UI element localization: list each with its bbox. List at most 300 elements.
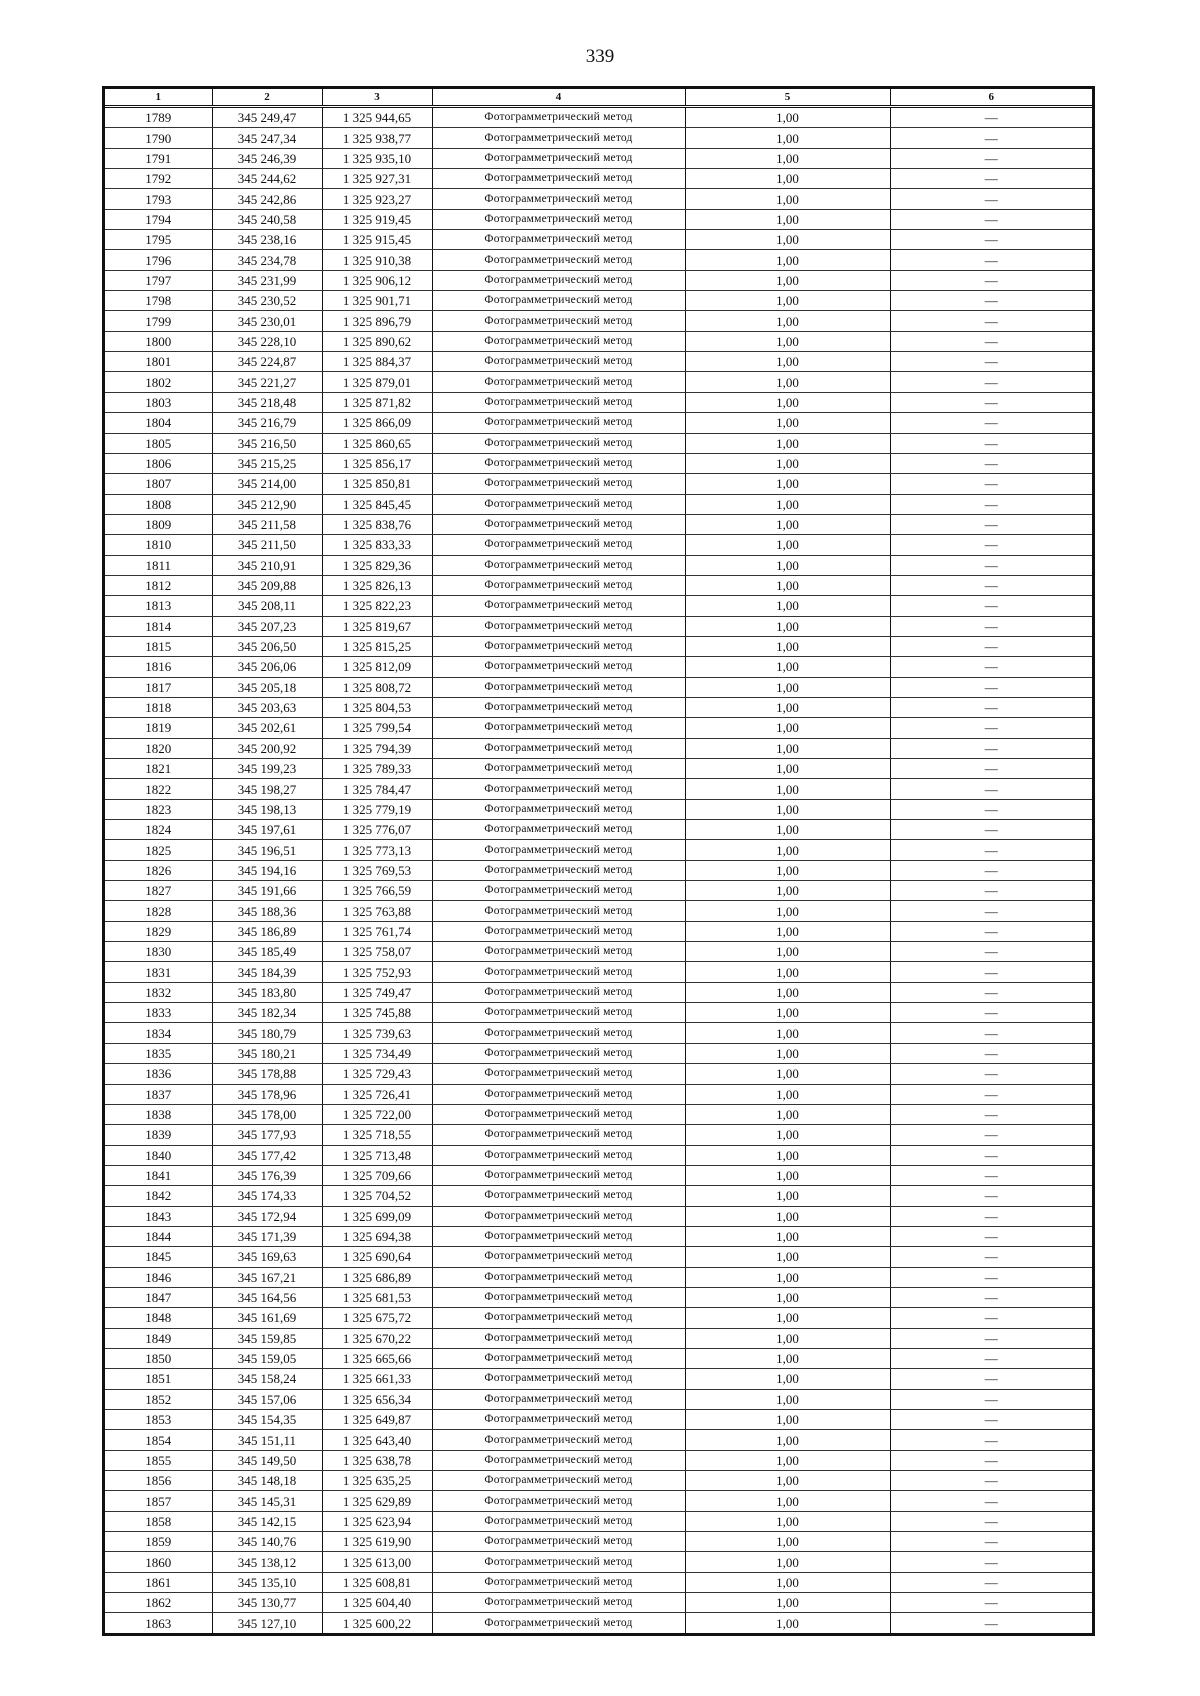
method-cell: Фотограмметрический метод xyxy=(432,1084,685,1104)
y-coordinate-cell: 1 325 763,88 xyxy=(322,901,432,921)
table-row xyxy=(105,311,1092,331)
table-row xyxy=(105,718,1092,738)
method-cell: Фотограмметрический метод xyxy=(432,1308,685,1328)
note-cell: — xyxy=(890,1450,1092,1470)
note-cell: — xyxy=(890,1532,1092,1552)
point-number-cell: 1790 xyxy=(105,128,212,148)
method-cell: Фотограмметрический метод xyxy=(432,962,685,982)
x-coordinate-cell: 345 135,10 xyxy=(212,1572,322,1592)
method-cell: Фотограмметрический метод xyxy=(432,413,685,433)
accuracy-cell: 1,00 xyxy=(685,1043,890,1063)
method-cell: Фотограмметрический метод xyxy=(432,1104,685,1124)
x-coordinate-cell: 345 247,34 xyxy=(212,128,322,148)
point-number-cell: 1848 xyxy=(105,1308,212,1328)
note-cell: — xyxy=(890,1572,1092,1592)
note-cell: — xyxy=(890,697,1092,717)
y-coordinate-cell: 1 325 629,89 xyxy=(322,1491,432,1511)
accuracy-cell: 1,00 xyxy=(685,1328,890,1348)
point-number-cell: 1824 xyxy=(105,820,212,840)
y-coordinate-cell: 1 325 860,65 xyxy=(322,433,432,453)
x-coordinate-cell: 345 242,86 xyxy=(212,189,322,209)
method-cell: Фотограмметрический метод xyxy=(432,840,685,860)
note-cell: — xyxy=(890,107,1092,128)
y-coordinate-cell: 1 325 638,78 xyxy=(322,1450,432,1470)
method-cell: Фотограмметрический метод xyxy=(432,1369,685,1389)
method-cell: Фотограмметрический метод xyxy=(432,1450,685,1470)
y-coordinate-cell: 1 325 619,90 xyxy=(322,1532,432,1552)
note-cell: — xyxy=(890,372,1092,392)
point-number-cell: 1793 xyxy=(105,189,212,209)
table-row xyxy=(105,555,1092,575)
point-number-cell: 1840 xyxy=(105,1145,212,1165)
accuracy-cell: 1,00 xyxy=(685,128,890,148)
y-coordinate-cell: 1 325 718,55 xyxy=(322,1125,432,1145)
method-cell: Фотограмметрический метод xyxy=(432,596,685,616)
y-coordinate-cell: 1 325 690,64 xyxy=(322,1247,432,1267)
method-cell: Фотограмметрический метод xyxy=(432,1064,685,1084)
note-cell: — xyxy=(890,1328,1092,1348)
y-coordinate-cell: 1 325 789,33 xyxy=(322,759,432,779)
table-row xyxy=(105,1348,1092,1368)
y-coordinate-cell: 1 325 923,27 xyxy=(322,189,432,209)
accuracy-cell: 1,00 xyxy=(685,1348,890,1368)
x-coordinate-cell: 345 188,36 xyxy=(212,901,322,921)
accuracy-cell: 1,00 xyxy=(685,1104,890,1124)
point-number-cell: 1820 xyxy=(105,738,212,758)
accuracy-cell: 1,00 xyxy=(685,982,890,1002)
y-coordinate-cell: 1 325 643,40 xyxy=(322,1430,432,1450)
note-cell: — xyxy=(890,433,1092,453)
accuracy-cell: 1,00 xyxy=(685,1532,890,1552)
accuracy-cell: 1,00 xyxy=(685,311,890,331)
x-coordinate-cell: 345 202,61 xyxy=(212,718,322,738)
method-cell: Фотограмметрический метод xyxy=(432,1226,685,1246)
note-cell: — xyxy=(890,209,1092,229)
note-cell: — xyxy=(890,514,1092,534)
x-coordinate-cell: 345 240,58 xyxy=(212,209,322,229)
x-coordinate-cell: 345 228,10 xyxy=(212,331,322,351)
table-row xyxy=(105,209,1092,229)
method-cell: Фотограмметрический метод xyxy=(432,982,685,1002)
table-row xyxy=(105,250,1092,270)
note-cell: — xyxy=(890,169,1092,189)
method-cell: Фотограмметрический метод xyxy=(432,148,685,168)
y-coordinate-cell: 1 325 739,63 xyxy=(322,1023,432,1043)
x-coordinate-cell: 345 142,15 xyxy=(212,1511,322,1531)
y-coordinate-cell: 1 325 890,62 xyxy=(322,331,432,351)
note-cell: — xyxy=(890,291,1092,311)
method-cell: Фотограмметрический метод xyxy=(432,331,685,351)
note-cell: — xyxy=(890,1226,1092,1246)
y-coordinate-cell: 1 325 776,07 xyxy=(322,820,432,840)
x-coordinate-cell: 345 127,10 xyxy=(212,1613,322,1633)
x-coordinate-cell: 345 212,90 xyxy=(212,494,322,514)
y-coordinate-cell: 1 325 784,47 xyxy=(322,779,432,799)
method-cell: Фотограмметрический метод xyxy=(432,921,685,941)
x-coordinate-cell: 345 154,35 xyxy=(212,1410,322,1430)
point-number-cell: 1861 xyxy=(105,1572,212,1592)
table-row xyxy=(105,1613,1092,1633)
x-coordinate-cell: 345 172,94 xyxy=(212,1206,322,1226)
y-coordinate-cell: 1 325 699,09 xyxy=(322,1206,432,1226)
method-cell: Фотограмметрический метод xyxy=(432,1348,685,1368)
table-row xyxy=(105,1287,1092,1307)
method-cell: Фотограмметрический метод xyxy=(432,1613,685,1633)
y-coordinate-cell: 1 325 758,07 xyxy=(322,942,432,962)
method-cell: Фотограмметрический метод xyxy=(432,942,685,962)
y-coordinate-cell: 1 325 871,82 xyxy=(322,392,432,412)
table-row xyxy=(105,636,1092,656)
method-cell: Фотограмметрический метод xyxy=(432,697,685,717)
point-number-cell: 1832 xyxy=(105,982,212,1002)
table-row xyxy=(105,616,1092,636)
accuracy-cell: 1,00 xyxy=(685,1410,890,1430)
note-cell: — xyxy=(890,1389,1092,1409)
x-coordinate-cell: 345 177,93 xyxy=(212,1125,322,1145)
y-coordinate-cell: 1 325 761,74 xyxy=(322,921,432,941)
y-coordinate-cell: 1 325 884,37 xyxy=(322,352,432,372)
x-coordinate-cell: 345 215,25 xyxy=(212,453,322,473)
note-cell: — xyxy=(890,1369,1092,1389)
method-cell: Фотограмметрический метод xyxy=(432,1328,685,1348)
method-cell: Фотограмметрический метод xyxy=(432,514,685,534)
x-coordinate-cell: 345 218,48 xyxy=(212,392,322,412)
note-cell: — xyxy=(890,1247,1092,1267)
x-coordinate-cell: 345 206,06 xyxy=(212,657,322,677)
point-number-cell: 1813 xyxy=(105,596,212,616)
method-cell: Фотограмметрический метод xyxy=(432,230,685,250)
table-row xyxy=(105,697,1092,717)
y-coordinate-cell: 1 325 779,19 xyxy=(322,799,432,819)
note-cell: — xyxy=(890,779,1092,799)
table-row xyxy=(105,657,1092,677)
y-coordinate-cell: 1 325 769,53 xyxy=(322,860,432,880)
note-cell: — xyxy=(890,1308,1092,1328)
accuracy-cell: 1,00 xyxy=(685,840,890,860)
y-coordinate-cell: 1 325 726,41 xyxy=(322,1084,432,1104)
accuracy-cell: 1,00 xyxy=(685,738,890,758)
method-cell: Фотограмметрический метод xyxy=(432,128,685,148)
table-row xyxy=(105,107,1092,128)
note-cell: — xyxy=(890,636,1092,656)
accuracy-cell: 1,00 xyxy=(685,860,890,880)
y-coordinate-cell: 1 325 600,22 xyxy=(322,1613,432,1633)
x-coordinate-cell: 345 158,24 xyxy=(212,1369,322,1389)
x-coordinate-cell: 345 214,00 xyxy=(212,474,322,494)
x-coordinate-cell: 345 164,56 xyxy=(212,1287,322,1307)
y-coordinate-cell: 1 325 850,81 xyxy=(322,474,432,494)
x-coordinate-cell: 345 209,88 xyxy=(212,575,322,595)
note-cell: — xyxy=(890,759,1092,779)
x-coordinate-cell: 345 184,39 xyxy=(212,962,322,982)
y-coordinate-cell: 1 325 804,53 xyxy=(322,697,432,717)
note-cell: — xyxy=(890,535,1092,555)
x-coordinate-cell: 345 178,88 xyxy=(212,1064,322,1084)
y-coordinate-cell: 1 325 608,81 xyxy=(322,1572,432,1592)
point-number-cell: 1816 xyxy=(105,657,212,677)
table-row xyxy=(105,148,1092,168)
point-number-cell: 1833 xyxy=(105,1003,212,1023)
accuracy-cell: 1,00 xyxy=(685,1471,890,1491)
accuracy-cell: 1,00 xyxy=(685,433,890,453)
x-coordinate-cell: 345 130,77 xyxy=(212,1593,322,1613)
accuracy-cell: 1,00 xyxy=(685,1491,890,1511)
accuracy-cell: 1,00 xyxy=(685,1165,890,1185)
accuracy-cell: 1,00 xyxy=(685,596,890,616)
y-coordinate-cell: 1 325 713,48 xyxy=(322,1145,432,1165)
note-cell: — xyxy=(890,1023,1092,1043)
y-coordinate-cell: 1 325 935,10 xyxy=(322,148,432,168)
y-coordinate-cell: 1 325 704,52 xyxy=(322,1186,432,1206)
table-row xyxy=(105,1450,1092,1470)
point-number-cell: 1800 xyxy=(105,331,212,351)
point-number-cell: 1809 xyxy=(105,514,212,534)
y-coordinate-cell: 1 325 856,17 xyxy=(322,453,432,473)
note-cell: — xyxy=(890,942,1092,962)
note-cell: — xyxy=(890,1043,1092,1063)
note-cell: — xyxy=(890,352,1092,372)
point-number-cell: 1797 xyxy=(105,270,212,290)
note-cell: — xyxy=(890,1287,1092,1307)
table-row xyxy=(105,494,1092,514)
accuracy-cell: 1,00 xyxy=(685,1552,890,1572)
note-cell: — xyxy=(890,575,1092,595)
y-coordinate-cell: 1 325 694,38 xyxy=(322,1226,432,1246)
note-cell: — xyxy=(890,1064,1092,1084)
method-cell: Фотограмметрический метод xyxy=(432,799,685,819)
note-cell: — xyxy=(890,840,1092,860)
point-number-cell: 1821 xyxy=(105,759,212,779)
table-row xyxy=(105,677,1092,697)
accuracy-cell: 1,00 xyxy=(685,1084,890,1104)
x-coordinate-cell: 345 205,18 xyxy=(212,677,322,697)
y-coordinate-cell: 1 325 927,31 xyxy=(322,169,432,189)
note-cell: — xyxy=(890,1491,1092,1511)
x-coordinate-cell: 345 203,63 xyxy=(212,697,322,717)
note-cell: — xyxy=(890,1165,1092,1185)
accuracy-cell: 1,00 xyxy=(685,881,890,901)
method-cell: Фотограмметрический метод xyxy=(432,1593,685,1613)
coordinates-table xyxy=(102,86,1095,1636)
method-cell: Фотограмметрический метод xyxy=(432,759,685,779)
y-coordinate-cell: 1 325 709,66 xyxy=(322,1165,432,1185)
method-cell: Фотограмметрический метод xyxy=(432,860,685,880)
x-coordinate-cell: 345 208,11 xyxy=(212,596,322,616)
method-cell: Фотограмметрический метод xyxy=(432,1165,685,1185)
x-coordinate-cell: 345 178,96 xyxy=(212,1084,322,1104)
point-number-cell: 1831 xyxy=(105,962,212,982)
y-coordinate-cell: 1 325 794,39 xyxy=(322,738,432,758)
accuracy-cell: 1,00 xyxy=(685,453,890,473)
table-row xyxy=(105,1125,1092,1145)
point-number-cell: 1862 xyxy=(105,1593,212,1613)
method-cell: Фотограмметрический метод xyxy=(432,575,685,595)
table-row xyxy=(105,1003,1092,1023)
y-coordinate-cell: 1 325 734,49 xyxy=(322,1043,432,1063)
y-coordinate-cell: 1 325 826,13 xyxy=(322,575,432,595)
accuracy-cell: 1,00 xyxy=(685,352,890,372)
method-cell: Фотограмметрический метод xyxy=(432,270,685,290)
x-coordinate-cell: 345 198,13 xyxy=(212,799,322,819)
column-header-2: 2 xyxy=(212,89,322,107)
accuracy-cell: 1,00 xyxy=(685,616,890,636)
table-row xyxy=(105,352,1092,372)
y-coordinate-cell: 1 325 681,53 xyxy=(322,1287,432,1307)
method-cell: Фотограмметрический метод xyxy=(432,1186,685,1206)
accuracy-cell: 1,00 xyxy=(685,535,890,555)
point-number-cell: 1799 xyxy=(105,311,212,331)
x-coordinate-cell: 345 171,39 xyxy=(212,1226,322,1246)
column-header-4: 4 xyxy=(432,89,685,107)
method-cell: Фотограмметрический метод xyxy=(432,1572,685,1592)
y-coordinate-cell: 1 325 829,36 xyxy=(322,555,432,575)
x-coordinate-cell: 345 249,47 xyxy=(212,107,322,128)
x-coordinate-cell: 345 159,85 xyxy=(212,1328,322,1348)
method-cell: Фотограмметрический метод xyxy=(432,1003,685,1023)
x-coordinate-cell: 345 183,80 xyxy=(212,982,322,1002)
point-number-cell: 1807 xyxy=(105,474,212,494)
point-number-cell: 1859 xyxy=(105,1532,212,1552)
table-row xyxy=(105,1491,1092,1511)
method-cell: Фотограмметрический метод xyxy=(432,1267,685,1287)
note-cell: — xyxy=(890,230,1092,250)
method-cell: Фотограмметрический метод xyxy=(432,657,685,677)
accuracy-cell: 1,00 xyxy=(685,291,890,311)
point-number-cell: 1829 xyxy=(105,921,212,941)
table-row xyxy=(105,514,1092,534)
table-row xyxy=(105,1145,1092,1165)
point-number-cell: 1798 xyxy=(105,291,212,311)
note-cell: — xyxy=(890,392,1092,412)
accuracy-cell: 1,00 xyxy=(685,1125,890,1145)
point-number-cell: 1846 xyxy=(105,1267,212,1287)
table-row xyxy=(105,1226,1092,1246)
point-number-cell: 1802 xyxy=(105,372,212,392)
accuracy-cell: 1,00 xyxy=(685,1287,890,1307)
table-row xyxy=(105,1511,1092,1531)
x-coordinate-cell: 345 167,21 xyxy=(212,1267,322,1287)
method-cell: Фотограмметрический метод xyxy=(432,169,685,189)
table-row xyxy=(105,1084,1092,1104)
x-coordinate-cell: 345 231,99 xyxy=(212,270,322,290)
table-row xyxy=(105,1104,1092,1124)
method-cell: Фотограмметрический метод xyxy=(432,1511,685,1531)
table-row xyxy=(105,942,1092,962)
note-cell: — xyxy=(890,1348,1092,1368)
accuracy-cell: 1,00 xyxy=(685,820,890,840)
note-cell: — xyxy=(890,1145,1092,1165)
point-number-cell: 1857 xyxy=(105,1491,212,1511)
x-coordinate-cell: 345 148,18 xyxy=(212,1471,322,1491)
point-number-cell: 1850 xyxy=(105,1348,212,1368)
y-coordinate-cell: 1 325 686,89 xyxy=(322,1267,432,1287)
table-row xyxy=(105,331,1092,351)
y-coordinate-cell: 1 325 812,09 xyxy=(322,657,432,677)
method-cell: Фотограмметрический метод xyxy=(432,1247,685,1267)
accuracy-cell: 1,00 xyxy=(685,1389,890,1409)
table-row xyxy=(105,1267,1092,1287)
x-coordinate-cell: 345 246,39 xyxy=(212,148,322,168)
table-row xyxy=(105,169,1092,189)
column-header-5: 5 xyxy=(685,89,890,107)
point-number-cell: 1837 xyxy=(105,1084,212,1104)
accuracy-cell: 1,00 xyxy=(685,1308,890,1328)
table-row xyxy=(105,1043,1092,1063)
x-coordinate-cell: 345 221,27 xyxy=(212,372,322,392)
note-cell: — xyxy=(890,1410,1092,1430)
note-cell: — xyxy=(890,596,1092,616)
accuracy-cell: 1,00 xyxy=(685,494,890,514)
note-cell: — xyxy=(890,657,1092,677)
table-row xyxy=(105,230,1092,250)
y-coordinate-cell: 1 325 901,71 xyxy=(322,291,432,311)
method-cell: Фотограмметрический метод xyxy=(432,616,685,636)
method-cell: Фотограмметрический метод xyxy=(432,392,685,412)
x-coordinate-cell: 345 140,76 xyxy=(212,1532,322,1552)
note-cell: — xyxy=(890,1593,1092,1613)
method-cell: Фотограмметрический метод xyxy=(432,677,685,697)
note-cell: — xyxy=(890,128,1092,148)
point-number-cell: 1844 xyxy=(105,1226,212,1246)
table-row xyxy=(105,840,1092,860)
note-cell: — xyxy=(890,474,1092,494)
note-cell: — xyxy=(890,1267,1092,1287)
point-number-cell: 1812 xyxy=(105,575,212,595)
accuracy-cell: 1,00 xyxy=(685,636,890,656)
y-coordinate-cell: 1 325 665,66 xyxy=(322,1348,432,1368)
point-number-cell: 1834 xyxy=(105,1023,212,1043)
method-cell: Фотограмметрический метод xyxy=(432,189,685,209)
y-coordinate-cell: 1 325 906,12 xyxy=(322,270,432,290)
x-coordinate-cell: 345 138,12 xyxy=(212,1552,322,1572)
method-cell: Фотограмметрический метод xyxy=(432,881,685,901)
point-number-cell: 1794 xyxy=(105,209,212,229)
table-row xyxy=(105,1023,1092,1043)
note-cell: — xyxy=(890,1206,1092,1226)
x-coordinate-cell: 345 199,23 xyxy=(212,759,322,779)
y-coordinate-cell: 1 325 919,45 xyxy=(322,209,432,229)
x-coordinate-cell: 345 176,39 xyxy=(212,1165,322,1185)
point-number-cell: 1811 xyxy=(105,555,212,575)
y-coordinate-cell: 1 325 938,77 xyxy=(322,128,432,148)
x-coordinate-cell: 345 244,62 xyxy=(212,169,322,189)
table-row xyxy=(105,1471,1092,1491)
accuracy-cell: 1,00 xyxy=(685,718,890,738)
table-row xyxy=(105,453,1092,473)
accuracy-cell: 1,00 xyxy=(685,1430,890,1450)
table-row xyxy=(105,1064,1092,1084)
method-cell: Фотограмметрический метод xyxy=(432,636,685,656)
x-coordinate-cell: 345 180,21 xyxy=(212,1043,322,1063)
method-cell: Фотограмметрический метод xyxy=(432,107,685,128)
accuracy-cell: 1,00 xyxy=(685,575,890,595)
y-coordinate-cell: 1 325 745,88 xyxy=(322,1003,432,1023)
note-cell: — xyxy=(890,677,1092,697)
note-cell: — xyxy=(890,1430,1092,1450)
x-coordinate-cell: 345 180,79 xyxy=(212,1023,322,1043)
table-row xyxy=(105,1593,1092,1613)
point-number-cell: 1804 xyxy=(105,413,212,433)
point-number-cell: 1808 xyxy=(105,494,212,514)
accuracy-cell: 1,00 xyxy=(685,413,890,433)
y-coordinate-cell: 1 325 799,54 xyxy=(322,718,432,738)
y-coordinate-cell: 1 325 656,34 xyxy=(322,1389,432,1409)
x-coordinate-cell: 345 185,49 xyxy=(212,942,322,962)
method-cell: Фотограмметрический метод xyxy=(432,291,685,311)
table-row xyxy=(105,189,1092,209)
point-number-cell: 1855 xyxy=(105,1450,212,1470)
accuracy-cell: 1,00 xyxy=(685,921,890,941)
